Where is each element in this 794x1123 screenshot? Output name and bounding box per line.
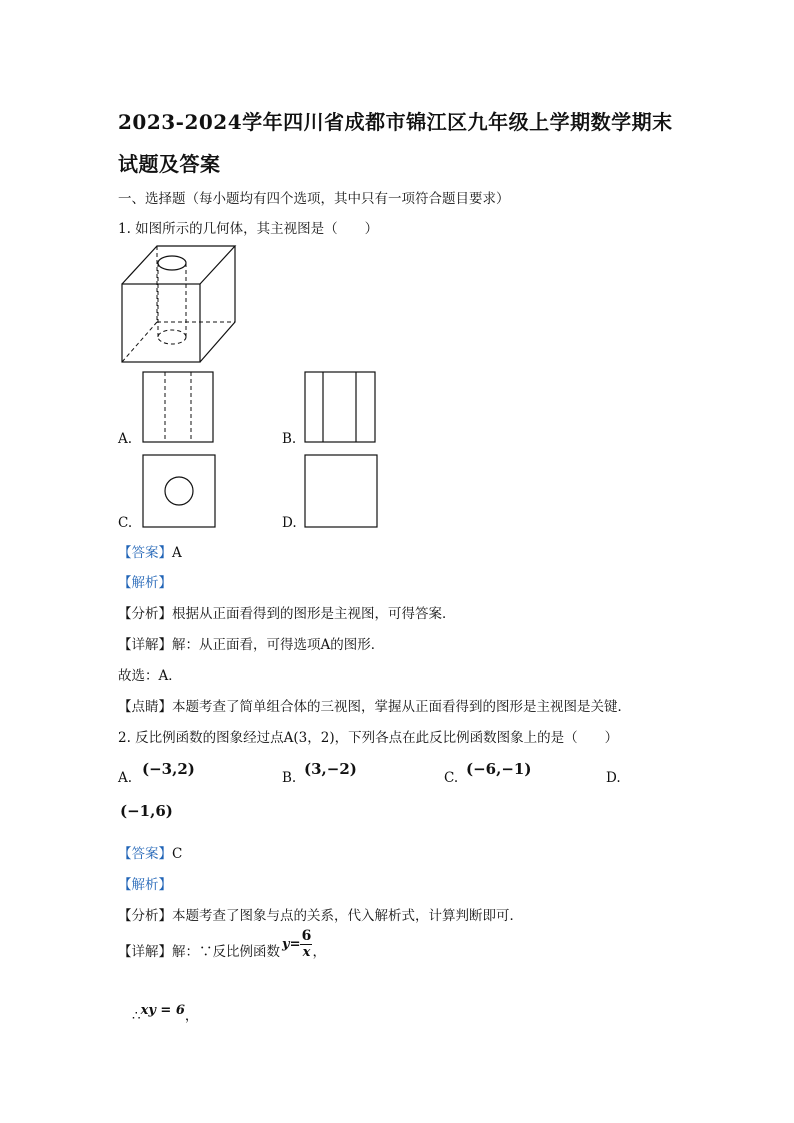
q1-detail [118, 633, 384, 653]
q2-option-a-label: A. [118, 770, 133, 786]
q1-answer-tag: 【答案】 [118, 545, 172, 561]
q2-option-b-value: (3,−2) [304, 760, 357, 778]
page-title: 2023-2024学年四川省成都市锦江区九年级上学期数学期末 [118, 110, 673, 134]
q1-fenxi-text: 根据从正面看得到的图形是主视图，可得答案． [172, 606, 456, 622]
q2-option-c-label: C. [444, 770, 459, 786]
q2-detail-tag: 【详解】 [118, 944, 172, 960]
q1-choose: 故选：A． [118, 668, 182, 684]
q2-func-numerator: 6 [301, 927, 312, 944]
q2-detail-post: ， [312, 944, 326, 960]
q1-answer [118, 541, 182, 561]
q2-answer-tag: 【答案】 [118, 846, 172, 862]
q1-option-a-figure [142, 371, 214, 443]
q2-func-fraction [300, 929, 312, 960]
q2-stem: 2. 反比例函数的图象经过点A(3，2)，下列各点在此反比例函数图象上的是（ ） [118, 730, 619, 746]
q2-func-y: y [282, 936, 290, 952]
q2-option-a-value: (−3,2) [142, 760, 195, 778]
q2-func-eq: = [289, 936, 301, 952]
q1-stem: 1. 如图所示的几何体，其主视图是（ ） [118, 221, 379, 237]
q2-fenxi-text: 本题考查了图象与点的关系，代入解析式，计算判断即可． [172, 908, 523, 924]
q2-therefore-line [132, 1004, 198, 1024]
q2-detail-text: 解：∵反比例函数 [172, 944, 280, 960]
section-heading: 一、选择题（每小题均有四个选项，其中只有一项符合题目要求） [118, 191, 510, 207]
q2-option-c-value: (−6,−1) [466, 760, 532, 778]
q1-answer-value: A [172, 545, 182, 561]
q2-function-formula [282, 929, 312, 960]
q1-solid-figure [120, 240, 240, 365]
q2-xy-equation: xy = 6 [140, 1003, 185, 1018]
q1-detail-tag: 【详解】 [118, 637, 172, 653]
q1-option-c-figure [142, 454, 216, 528]
q2-xy-post: ， [184, 1008, 199, 1024]
q1-comment [118, 695, 631, 715]
q2-func-denominator: x [302, 945, 311, 961]
page-title-line2: 试题及答案 [118, 152, 221, 176]
q1-option-b-figure [304, 371, 376, 443]
q1-comment-text: 本题考查了简单组合体的三视图，掌握从正面看得到的图形是主视图是关键． [172, 699, 631, 715]
q2-fenxi-tag: 【分析】 [118, 908, 172, 924]
q2-answer-value: C [172, 846, 183, 862]
q2-option-b-label: B. [282, 770, 297, 786]
q1-option-d-figure [304, 454, 378, 528]
q2-detail [118, 927, 326, 961]
q2-option-d-value: (−1,6) [120, 802, 173, 820]
q1-option-a-label: A. [118, 431, 133, 447]
q1-option-d-label: D. [282, 515, 297, 531]
q2-fenxi [118, 904, 523, 924]
q1-option-c-label: C. [118, 515, 133, 531]
q1-comment-tag: 【点睛】 [118, 699, 172, 715]
q2-answer [118, 842, 182, 862]
q2-analysis-tag: 【解析】 [118, 877, 172, 893]
q1-detail-text: 解：从正面看，可得选项A的图形． [172, 637, 385, 653]
q1-fenxi-tag: 【分析】 [118, 606, 172, 622]
q1-fenxi [118, 602, 456, 622]
q2-option-d-label: D. [606, 770, 621, 786]
q1-option-b-label: B. [282, 431, 297, 447]
q2-therefore-symbol: ∴ [132, 1008, 141, 1024]
q1-analysis-tag: 【解析】 [118, 575, 172, 591]
